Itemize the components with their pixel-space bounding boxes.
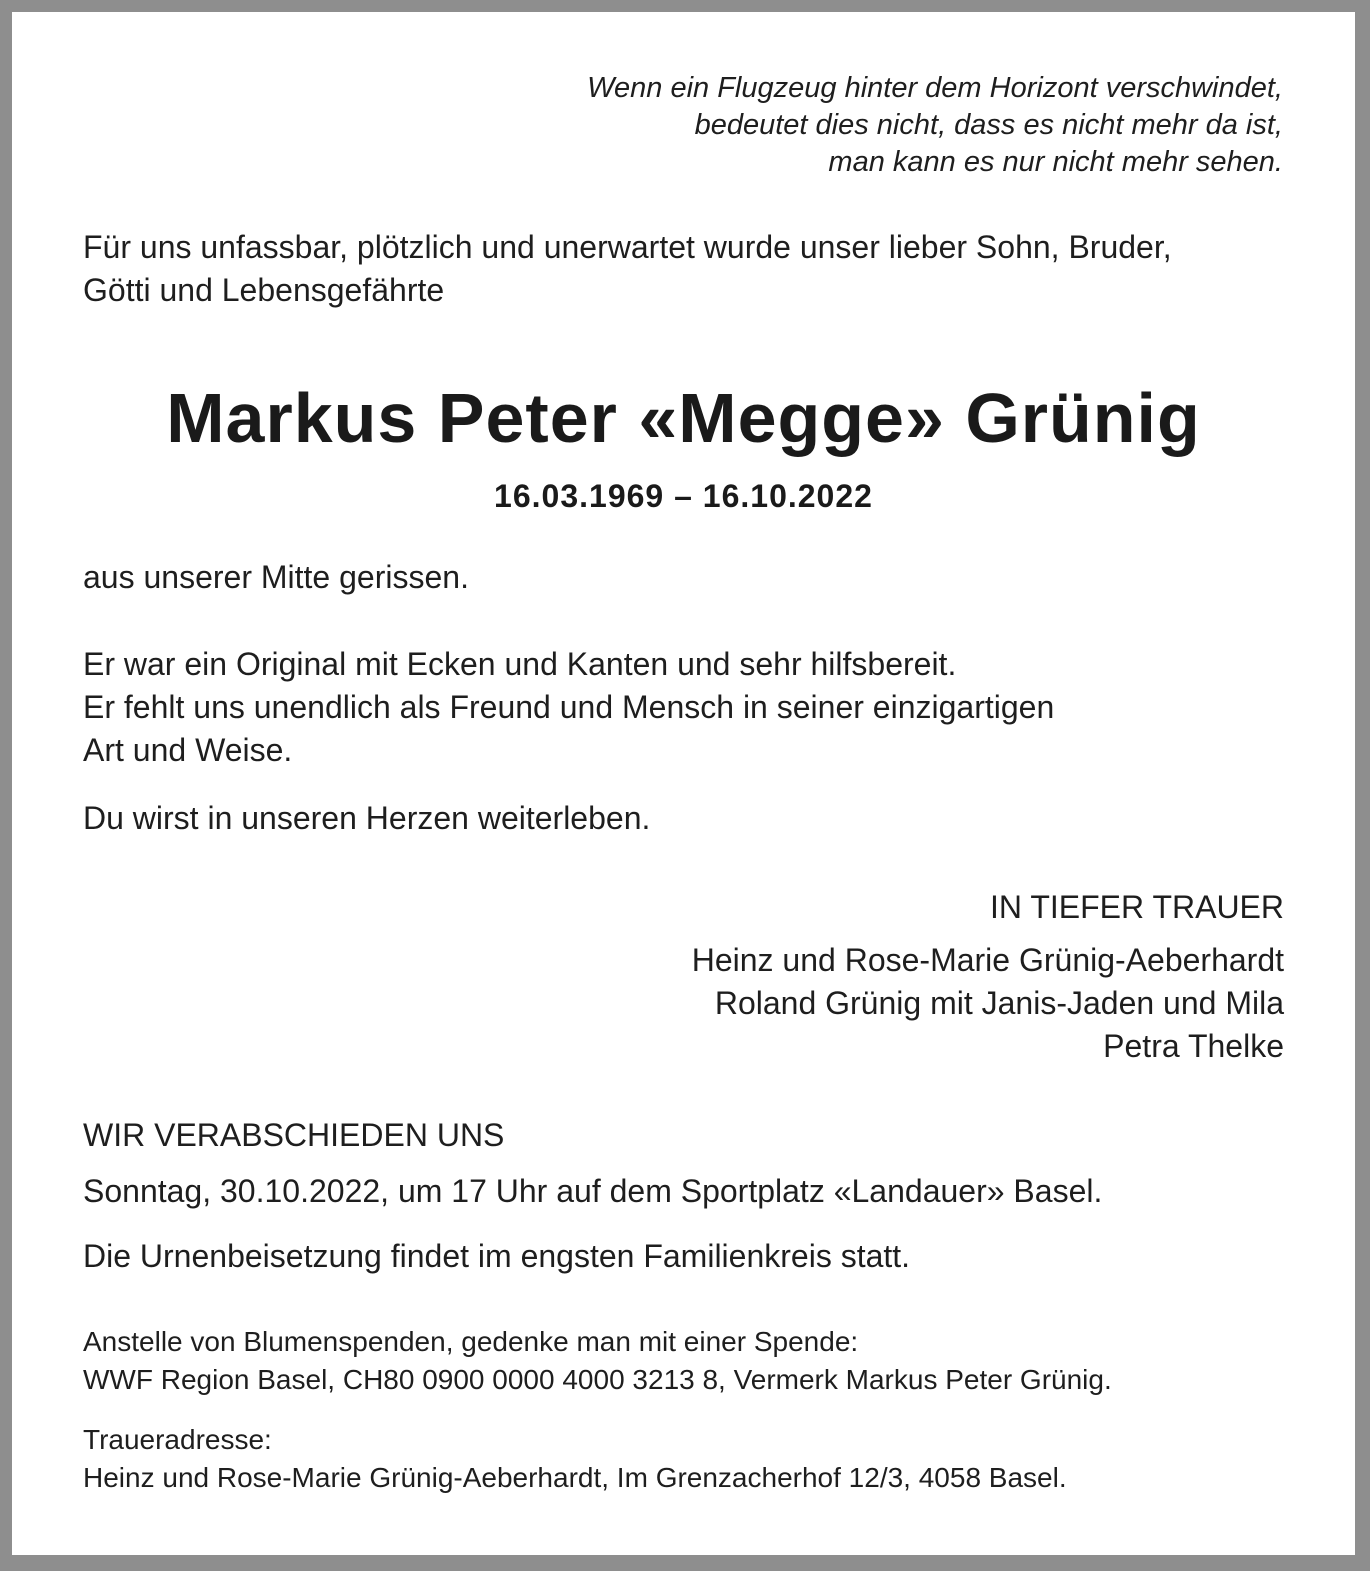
mourner-name: Roland Grünig mit Janis-Jaden und Mila — [714, 985, 1284, 1021]
farewell-heading: WIR VERABSCHIEDEN UNS — [83, 1117, 505, 1153]
mourning-heading: IN TIEFER TRAUER — [990, 889, 1284, 925]
deceased-name: Markus Peter «Megge» Grünig — [166, 379, 1201, 457]
character-line: Er war ein Original mit Ecken und Kanten und sehr hilfsbereit. — [83, 646, 957, 682]
intro-line: Für uns unfassbar, plötzlich und unerwartet wurde unser lieber Sohn, Bruder, — [83, 229, 1172, 265]
urn-burial-note: Die Urnenbeisetzung findet im engsten Familienkreis statt. — [83, 1238, 911, 1274]
herzen-line: Du wirst in unseren Herzen weiterleben. — [83, 800, 651, 836]
mourner-name: Heinz und Rose-Marie Grünig-Aeberhardt — [691, 942, 1284, 978]
character-line: Er fehlt uns unendlich als Freund und Mensch in seiner einzigartigen — [83, 689, 1055, 725]
intro-line: Götti und Lebensgefährte — [83, 272, 445, 308]
intro-paragraph — [83, 226, 1172, 312]
quote-line: Wenn ein Flugzeug hinter dem Horizont verschwindet, — [587, 72, 1283, 104]
donation-note — [83, 1323, 1112, 1399]
donation-line: Anstelle von Blumenspenden, gedenke man mit einer Spende: — [83, 1326, 859, 1357]
mourner-name: Petra Thelke — [1103, 1028, 1284, 1064]
epigraph-quote — [587, 70, 1283, 181]
mourners-list — [692, 939, 1284, 1068]
mourning-address — [83, 1421, 1067, 1497]
life-dates: 16.03.1969 – 16.10.2022 — [494, 478, 873, 514]
obituary-page — [12, 12, 1355, 1555]
donation-line: WWF Region Basel, CH80 0900 0000 4000 3213 8, Vermerk Markus Peter Grünig. — [83, 1364, 1112, 1395]
character-line: Art und Weise. — [83, 732, 293, 768]
quote-line: bedeutet dies nicht, dass es nicht mehr da ist, — [694, 109, 1283, 141]
mitte-line: aus unserer Mitte gerissen. — [83, 559, 469, 595]
address-line: Heinz und Rose-Marie Grünig-Aeberhardt, Im Grenzacherhof 12/3, 4058 Basel. — [83, 1462, 1067, 1493]
address-line: Traueradresse: — [83, 1424, 272, 1455]
character-paragraph — [83, 643, 1054, 772]
quote-line: man kann es nur nicht mehr sehen. — [828, 146, 1283, 178]
ceremony-details: Sonntag, 30.10.2022, um 17 Uhr auf dem Sportplatz «Landauer» Basel. — [83, 1173, 1103, 1209]
